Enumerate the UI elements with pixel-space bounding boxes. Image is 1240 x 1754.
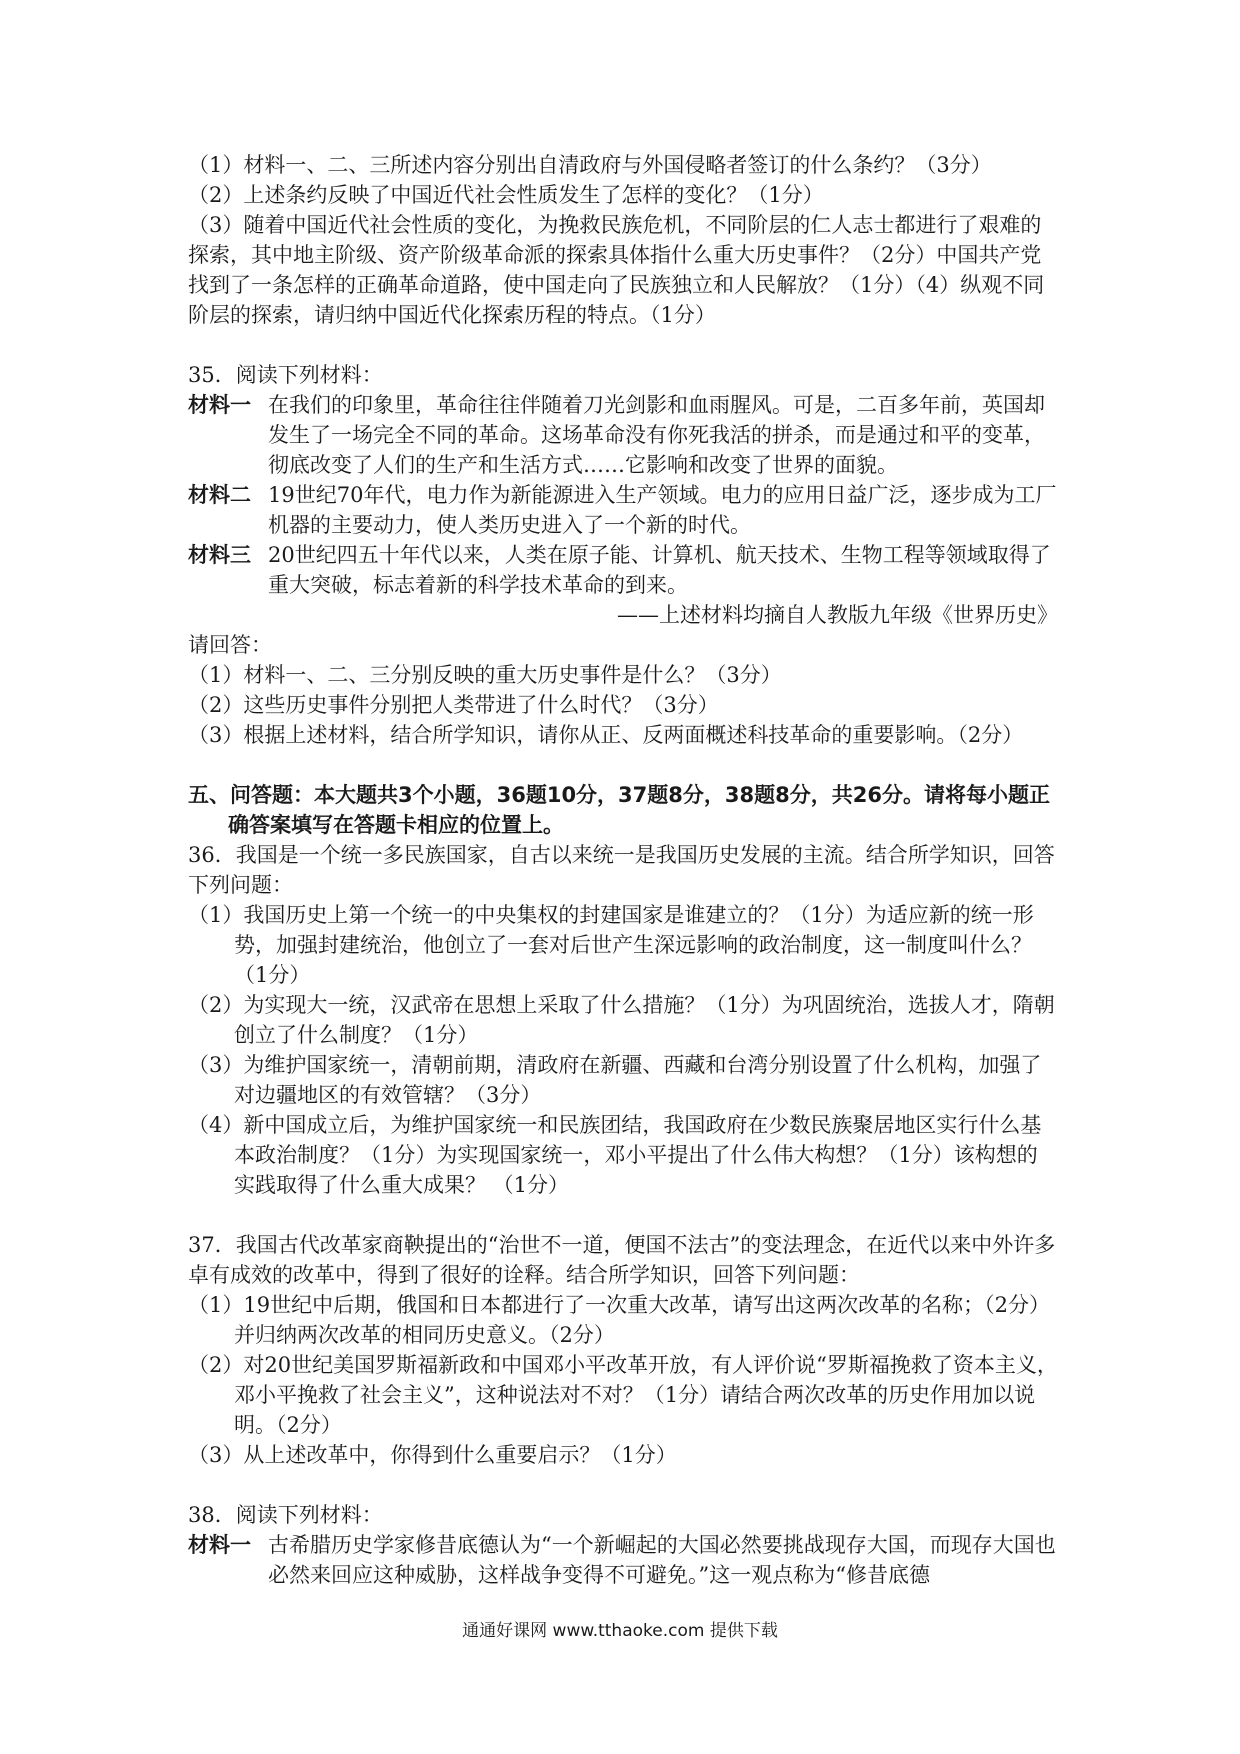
q35-material-2 [188,480,1058,540]
material-text: 在我们的印象里，革命往往伴随着刀光剑影和血雨腥风。可是，二百多年前，英国却发生了一场完全不同的革命。这场革命没有你死我活的拼杀，而是通过和平的变革，彻底改变了人们的生产和生活方式……它影响和改变了世界的面貌。 [268,393,1045,477]
q35-part-3: （3）根据上述材料，结合所学知识，请你从正、反两面概述科技革命的重要影响。（2分） [188,723,1024,747]
material-label: 材料一 [188,393,251,417]
q36-intro: 36．我国是一个统一多民族国家，自古以来统一是我国历史发展的主流。结合所学知识，回答下列问题： [188,843,1055,897]
q37-part-2: （2）对20世纪美国罗斯福新政和中国邓小平改革开放，有人评价说“罗斯福挽救了资本主义，邓小平挽救了社会主义”，这种说法对不对？（1分）请结合两次改革的历史作用加以说明。（2分） [188,1353,1058,1437]
q34-parts [188,150,1058,330]
q36-part-4: （4）新中国成立后，为维护国家统一和民族团结，我国政府在少数民族聚居地区实行什么基本政治制度？（1分）为实现国家统一，邓小平提出了什么伟大构想？（1分）该构想的实践取得了什么重大成果？ （1分） [188,1113,1042,1197]
q37-intro: 37．我国古代改革家商鞅提出的“治世不一道，便国不法古”的变法理念，在近代以来中外许多卓有成效的改革中，得到了很好的诠释。结合所学知识，回答下列问题： [188,1233,1056,1287]
q34-part-1: （1）材料一、二、三所述内容分别出自清政府与外国侵略者签订的什么条约？（3分） [188,153,992,177]
question-38 [188,1500,1058,1590]
section-5-heading: 五、问答题：本大题共3个小题，36题10分，37题8分，38题8分，共26分。请将每小题正确答案填写在答题卡相应的位置上。 [188,783,1050,837]
material-text: 古希腊历史学家修昔底德认为“一个新崛起的大国必然要挑战现存大国，而现存大国也必然来回应这种威胁，这样战争变得不可避免。”这一观点称为“修昔底德 [268,1533,1056,1587]
q36-part-2: （2）为实现大一统，汉武帝在思想上采取了什么措施？（1分）为巩固统治，选拔人才，隋朝创立了什么制度？（1分） [188,993,1055,1047]
q35-prompt: 请回答： [188,633,272,657]
page-footer: 通通好课网 www.tthaoke.com 提供下载 [462,1621,778,1641]
q35-intro: 35．阅读下列材料： [188,363,383,387]
q36-part-3: （3）为维护国家统一，清朝前期，清政府在新疆、西藏和台湾分别设置了什么机构，加强了对边疆地区的有效管辖？（3分） [188,1053,1042,1107]
question-36 [188,840,1058,1200]
q35-part-1: （1）材料一、二、三分别反映的重大历史事件是什么？（3分） [188,663,782,687]
exam-page [188,150,1058,1590]
q35-material-3 [188,540,1058,600]
material-source: ——上述材料均摘自人教版九年级《世界历史》 [617,603,1058,627]
q37-part-3: （3）从上述改革中，你得到什么重要启示？（1分） [188,1443,677,1467]
q36-part-1: （1）我国历史上第一个统一的中央集权的封建国家是谁建立的？（1分）为适应新的统一形势，加强封建统治，他创立了一套对后世产生深远影响的政治制度，这一制度叫什么？（1分） [188,903,1034,987]
material-label: 材料三 [188,543,251,567]
question-37 [188,1230,1058,1470]
q35-part-2: （2）这些历史事件分别把人类带进了什么时代？（3分） [188,693,719,717]
question-35 [188,360,1058,750]
q38-material-1 [188,1530,1058,1590]
material-label: 材料一 [188,1533,251,1557]
q37-part-1: （1）19世纪中后期，俄国和日本都进行了一次重大改革，请写出这两次改革的名称；（2分）并归纳两次改革的相同历史意义。（2分） [188,1293,1050,1347]
q34-part-2: （2）上述条约反映了中国近代社会性质发生了怎样的变化？（1分） [188,183,824,207]
material-label: 材料二 [188,483,251,507]
q35-material-1 [188,390,1058,480]
q38-intro: 38．阅读下列材料： [188,1503,383,1527]
material-text: 19世纪70年代，电力作为新能源进入生产领域。电力的应用日益广泛，逐步成为工厂机器的主要动力，使人类历史进入了一个新的时代。 [268,483,1057,537]
material-text: 20世纪四五十年代以来，人类在原子能、计算机、航天技术、生物工程等领域取得了重大突破，标志着新的科学技术革命的到来。 [268,543,1051,597]
q34-part-3: （3）随着中国近代社会性质的变化，为挽救民族危机，不同阶层的仁人志士都进行了艰难的探索，其中地主阶级、资产阶级革命派的探索具体指什么重大历史事件？（2分）中国共产党找到了一条怎样的正确革命道路，使中国走向了民族独立和人民解放？（1分）（4）纵观不同阶层的探索，请归纳中国近代化探索历程的特点。（1分） [188,213,1045,327]
